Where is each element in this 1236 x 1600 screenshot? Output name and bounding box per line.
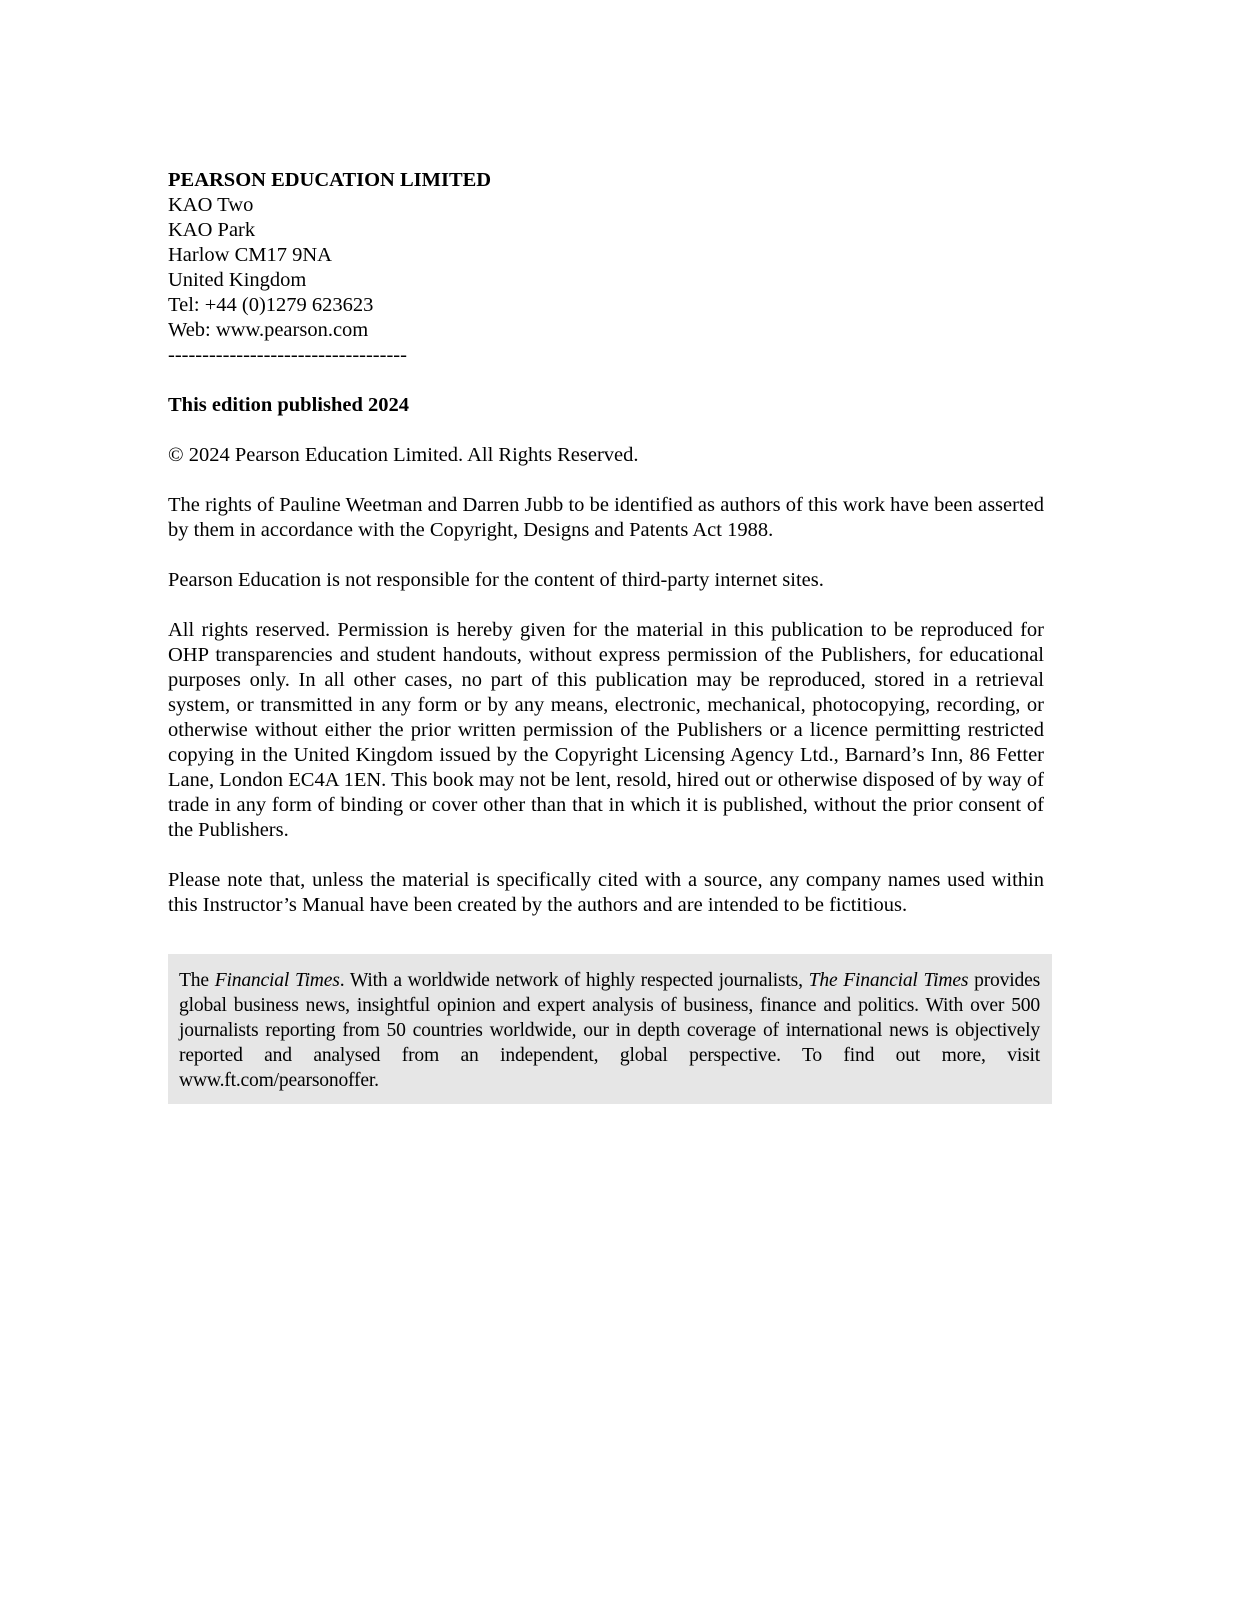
ft-name-2: The Financial Times — [808, 970, 969, 991]
ft-prefix: The — [179, 970, 215, 991]
address-line: Harlow CM17 9NA — [168, 244, 332, 266]
financial-times-box — [168, 954, 1052, 1104]
copyright-page — [168, 168, 1044, 918]
ft-name: Financial Times — [214, 970, 340, 991]
publisher-name: PEARSON EDUCATION LIMITED — [168, 169, 492, 191]
ft-middle: . With a worldwide network of highly respected journalists, — [339, 970, 809, 991]
third-party-paragraph: Pearson Education is not responsible for the content of third-party internet sites. — [168, 569, 824, 591]
rights-paragraph: The rights of Pauline Weetman and Darren Jubb to be identified as authors of this work have been asserted by them in accordance with the Copyright, Designs and Patents Act 1988. — [168, 494, 1044, 541]
address-line: United Kingdom — [168, 269, 307, 291]
edition-statement: This edition published 2024 — [168, 394, 409, 416]
ft-rest: provides global business news, insightful opinion and expert analysis of business, finance and politics. With over 500 journalists reporting from 50 countries worldwide, our in depth coverage of international news is objectively reported and analysed from an independent, global perspective. To find out more, visit www.ft.com/pearsonoffer. — [179, 970, 1040, 1091]
financial-times-text — [179, 968, 1040, 1093]
address-line: KAO Park — [168, 219, 256, 241]
publisher-tel: Tel: +44 (0)1279 623623 — [168, 294, 374, 316]
divider-line: ----------------------------------- — [168, 344, 407, 366]
copyright-notice: © 2024 Pearson Education Limited. All Rights Reserved. — [168, 444, 639, 466]
address-line: KAO Two — [168, 194, 254, 216]
fictitious-names-paragraph: Please note that, unless the material is specifically cited with a source, any company names used within this Instructor’s Manual have been created by the authors and are intended to be fictitious. — [168, 869, 1044, 916]
all-rights-paragraph: All rights reserved. Permission is hereby given for the material in this publication to be reproduced for OHP transparencies and student handouts, without express permission of the Publishers, for educational purposes only. In all other cases, no part of this publication may be reproduced, stored in a retrieval system, or transmitted in any form or by any means, electronic, mechanical, photocopying, recording, or otherwise without either the prior written permission of the Publishers or a licence permitting restricted copying in the United Kingdom issued by the Copyright Licensing Agency Ltd., Barnard’s Inn, 86 Fetter Lane, London EC4A 1EN. This book may not be lent, resold, hired out or otherwise disposed of by way of trade in any form of binding or cover other than that in which it is published, without the prior consent of the Publishers. — [168, 619, 1044, 841]
publisher-web: Web: www.pearson.com — [168, 319, 369, 341]
